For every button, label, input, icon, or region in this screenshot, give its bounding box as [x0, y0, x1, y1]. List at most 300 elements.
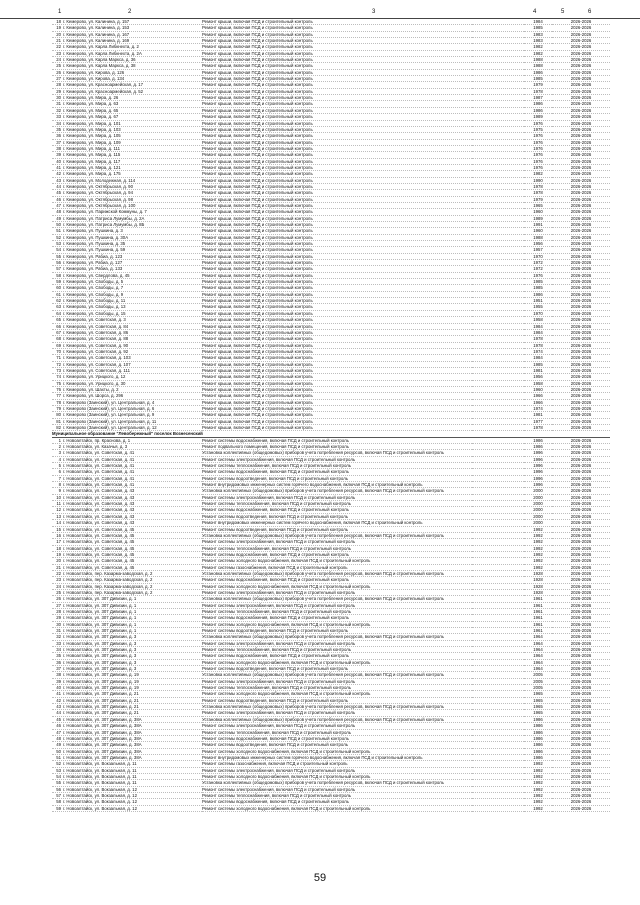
- work-type-cell: Ремонт системы электроснабжения, включая ПСД и строительный контроль: [202, 589, 472, 595]
- row-number: 32: [56, 634, 61, 640]
- work-type-cell: Ремонт крыши, включая ПСД и строительный контроль: [202, 228, 472, 234]
- address-text: г. Кемерово, ул. Свободы, д. 5: [63, 279, 124, 285]
- work-type-cell: Ремонт крыши, включая ПСД и строительный контроль: [202, 50, 472, 56]
- year-built-cell: 1979: [524, 196, 552, 202]
- address-text: г. Новоалтайск, пер. Казарма-заводская, д. 2: [63, 589, 153, 595]
- work-type-cell: Ремонт крыши, включая ПСД и строительный контроль: [202, 393, 472, 399]
- row-number: 78: [56, 399, 61, 405]
- work-type-cell: Ремонт системы электроснабжения, включая ПСД и строительный контроль: [202, 786, 472, 792]
- address-text: г. Кемерово, ул. Октябрьская, д. 100: [63, 202, 136, 208]
- period-cell: 2026-2026: [552, 577, 610, 583]
- year-built-cell: 1972: [524, 266, 552, 272]
- year-built-cell: 2005: [524, 678, 552, 684]
- column-number: 2: [128, 9, 132, 15]
- year-built-cell: 1992: [524, 799, 552, 805]
- address-text: г. Кемерово, ул. Калинина, д. 157: [63, 19, 130, 24]
- year-built-cell: 1989: [524, 114, 552, 120]
- row-number: 52: [56, 761, 61, 767]
- year-built-cell: 1928: [524, 570, 552, 576]
- period-cell: 2026-2026: [552, 260, 610, 266]
- address-text: г. Новоалтайск, ул. Вокзальная, д. 11: [63, 780, 137, 786]
- row-number: 51: [56, 228, 61, 234]
- row-number: 58: [56, 272, 61, 278]
- period-cell: 2026-2026: [552, 82, 610, 88]
- period-cell: 2026-2026: [552, 482, 610, 488]
- address-text: г. Кемерово, ул. Мира, д. 101: [63, 120, 121, 126]
- year-built-cell: 1965: [524, 202, 552, 208]
- address-text: г. Новоалтайск, ул. 307 Дивизии, д. 38А: [63, 735, 142, 741]
- row-number: 21: [56, 38, 61, 44]
- row-number: 42: [56, 697, 61, 703]
- row-number: 75: [56, 380, 61, 386]
- row-number: 53: [56, 241, 61, 247]
- work-type-cell: Ремонт крыши, включая ПСД и строительный контроль: [202, 19, 472, 25]
- row-number: 3: [58, 450, 61, 456]
- year-built-cell: 1984: [524, 355, 552, 361]
- year-built-cell: 1965: [524, 691, 552, 697]
- address-text: г. Кемерово, ул. Парижской Коммуны, д. 7: [63, 209, 147, 215]
- work-type-cell: Ремонт системы холодного водоснабжения, включая ПСД и строительный контроль: [202, 621, 472, 627]
- period-cell: 2026-2026: [552, 209, 610, 215]
- row-number: 36: [56, 133, 61, 139]
- period-cell: 2026-2026: [552, 780, 610, 786]
- period-cell: 2026-2026: [552, 317, 610, 323]
- work-type-cell: Ремонт системы водоснабжения, включая ПСД и строительный контроль: [202, 507, 472, 513]
- row-number: 44: [56, 183, 61, 189]
- address-text: г. Новоалтайск, ул. 307 Дивизии, д. 1: [63, 621, 137, 627]
- row-number: 36: [56, 659, 61, 665]
- row-number: 50: [56, 222, 61, 227]
- address-text: г. Кемерово, ул. Шахты, д. 2: [63, 386, 119, 392]
- work-type-cell: Ремонт крыши, включая ПСД и строительный контроль: [202, 317, 472, 323]
- work-type-cell: Ремонт крыши, включая ПСД и строительный контроль: [202, 215, 472, 221]
- period-cell: 2026-2026: [552, 697, 610, 703]
- period-cell: 2026-2026: [552, 501, 610, 507]
- row-number: 61: [56, 291, 61, 297]
- address-text: г. Кемерово, ул. Мира, д. 65: [63, 107, 119, 113]
- work-type-cell: Ремонт крыши, включая ПСД и строительный контроль: [202, 114, 472, 120]
- year-built-cell: 1992: [524, 767, 552, 773]
- work-type-cell: Установка коллективных (общедомовых) приборов учета потребления ресурсов, включая ПСД и строительный контроль: [202, 780, 472, 786]
- work-type-cell: Ремонт системы теплоснабжения, включая ПСД и строительный контроль: [202, 545, 472, 551]
- work-type-cell: Ремонт системы газоснабжения, включая ПСД и строительный контроль: [202, 761, 472, 767]
- row-number: 29: [56, 88, 61, 94]
- period-cell: 2026-2026: [552, 107, 610, 113]
- work-type-cell: Ремонт крыши, включая ПСД и строительный контроль: [202, 310, 472, 316]
- year-built-cell: 1988: [524, 234, 552, 240]
- period-cell: 2026-2026: [552, 19, 610, 25]
- work-type-cell: Установка коллективных (общедомовых) приборов учета потребления ресурсов, включая ПСД и строительный контроль: [202, 450, 472, 456]
- year-built-cell: 1996: [524, 456, 552, 462]
- period-cell: 2026-2026: [552, 215, 610, 221]
- year-built-cell: 1985: [524, 285, 552, 291]
- address-text: г. Кемерово, ул. Мира, д. 117: [63, 158, 121, 164]
- row-number: 69: [56, 342, 61, 348]
- period-cell: 2026-2026: [552, 38, 610, 44]
- work-type-cell: Ремонт крыши, включая ПСД и строительный контроль: [202, 361, 472, 367]
- year-built-cell: 1972: [524, 260, 552, 266]
- address-cell: [52, 805, 202, 811]
- year-built-cell: 1978: [524, 425, 552, 431]
- work-type-cell: Ремонт системы водоснабжения, включая ПСД и строительный контроль: [202, 653, 472, 659]
- work-type-cell: Ремонт крыши, включая ПСД и строительный контроль: [202, 260, 472, 266]
- address-text: г. Кемерово, ул. Мира, д. 111: [63, 145, 120, 151]
- row-number: 58: [56, 799, 61, 805]
- blank-cell: [472, 805, 524, 811]
- year-built-cell: 1992: [524, 558, 552, 564]
- work-type-cell: Ремонт крыши, включая ПСД и строительный контроль: [202, 399, 472, 405]
- period-cell: 2026-2026: [552, 63, 610, 69]
- work-type-cell: Ремонт крыши, включая ПСД и строительный контроль: [202, 120, 472, 126]
- work-type-cell: Ремонт крыши, включая ПСД и строительный контроль: [202, 57, 472, 63]
- period-cell: 2026-2026: [552, 101, 610, 107]
- table-column-numbers: [0, 8, 640, 19]
- address-text: г. Кемерово, ул. Рабиа, д. 127: [63, 260, 123, 266]
- year-built-cell: 1975: [524, 126, 552, 132]
- row-number: 22: [56, 44, 61, 50]
- address-text: г. Новоалтайск, ул. 307 Дивизии, д. 19: [63, 672, 139, 678]
- row-number: 73: [56, 367, 61, 373]
- period-cell: 2026-2026: [552, 393, 610, 399]
- address-text: г. Новоалтайск, ул. 307 Дивизии, д. 21: [63, 704, 139, 710]
- address-text: г. Кемерово, ул. Калинина, д. 153: [63, 25, 130, 31]
- year-built-cell: 1988: [524, 63, 552, 69]
- year-built-cell: 1996: [524, 482, 552, 488]
- address-text: г. Новоалтайск, ул. Вокзальная, д. 12: [63, 786, 137, 792]
- address-text: г. Новоалтайск, ул. 307 Дивизии, д. 1: [63, 596, 137, 602]
- year-built-cell: 1992: [524, 551, 552, 557]
- address-text: г. Кемерово, ул. Октябрьская, д. 98: [63, 196, 133, 202]
- address-text: г. Новоалтайск, ул. Вокзальная, д. 12: [63, 805, 137, 811]
- address-text: г. Новоалтайск, ул. Советская, д. 41: [63, 463, 135, 469]
- address-text: г. Новоалтайск, пер. Казарма-заводская, д. 2: [63, 570, 153, 576]
- row-number: 81: [56, 418, 61, 424]
- address-text: г. Кемерово, ул. Калинина, д. 169: [63, 38, 130, 44]
- address-text: г. Новоалтайск, ул. Советская, д. 45: [63, 564, 135, 570]
- address-text: г. Новоалтайск, ул. Советская, д. 41: [63, 482, 135, 488]
- period-cell: 2026-2026: [552, 545, 610, 551]
- work-type-cell: Ремонт системы электроснабжения, включая ПСД и строительный контроль: [202, 602, 472, 608]
- year-built-cell: 1983: [524, 38, 552, 44]
- period-cell: 2026-2026: [552, 69, 610, 75]
- address-text: г. Новоалтайск, ул. 307 Дивизии, д. 3: [63, 659, 137, 665]
- row-number: 1: [58, 437, 61, 443]
- address-text: г. Кемерово, ул. Свободы, д. 15: [63, 310, 126, 316]
- row-number: 31: [56, 101, 61, 107]
- year-built-cell: 2000: [524, 520, 552, 526]
- row-number: 26: [56, 596, 61, 602]
- year-built-cell: 1978: [524, 190, 552, 196]
- address-text: г. Новоалтайск, ул. 307 Дивизии, д. 38А: [63, 748, 142, 754]
- work-type-cell: Ремонт крыши, включая ПСД и строительный контроль: [202, 253, 472, 259]
- row-number: 82: [56, 425, 61, 430]
- row-number: 55: [56, 253, 61, 259]
- address-text: г. Кемерово, ул. Свободы, д. 13: [63, 304, 126, 310]
- row-number: 10: [56, 494, 61, 500]
- address-text: г. Новоалтайск, ул. 307 Дивизии, д. 3: [63, 666, 137, 672]
- work-type-cell: Установка коллективных (общедомовых) приборов учета потребления ресурсов, включая ПСД и строительный контроль: [202, 634, 472, 640]
- period-cell: 2026-2026: [552, 647, 610, 653]
- work-type-cell: Ремонт крыши, включая ПСД и строительный контроль: [202, 82, 472, 88]
- address-text: г. Новоалтайск, ул. Советская, д. 41: [63, 475, 135, 481]
- row-number: 38: [56, 672, 61, 678]
- work-type-cell: Ремонт системы электроснабжения, включая ПСД и строительный контроль: [202, 640, 472, 646]
- address-text: г. Новоалтайск, пр. Краснова, д. 1: [63, 437, 131, 443]
- period-cell: 2026-2026: [552, 380, 610, 386]
- address-text: г. Новоалтайск, ул. Вокзальная, д. 11: [63, 773, 137, 779]
- period-cell: 2026-2026: [552, 253, 610, 259]
- row-number: 76: [56, 386, 61, 392]
- row-number: 54: [56, 773, 61, 779]
- row-number: 9: [58, 488, 61, 494]
- address-text: г. Новоалтайск, ул. 307 Дивизии, д. 3: [63, 634, 137, 640]
- period-cell: 2026-2026: [552, 767, 610, 773]
- period-cell: 2026-2026: [552, 425, 610, 431]
- row-number: 13: [56, 513, 61, 519]
- row-number: 55: [56, 780, 61, 786]
- period-cell: 2026-2026: [552, 539, 610, 545]
- work-type-cell: Ремонт крыши, включая ПСД и строительный контроль: [202, 367, 472, 373]
- year-built-cell: 1992: [524, 786, 552, 792]
- section-title: Муниципальное образование "Левобережный" поселок Вознесенский: [52, 431, 610, 437]
- year-built-cell: 1976: [524, 139, 552, 145]
- period-cell: 2026-2026: [552, 475, 610, 481]
- period-cell: 2026-2026: [552, 374, 610, 380]
- work-type-cell: Ремонт крыши, включая ПСД и строительный контроль: [202, 247, 472, 253]
- work-type-cell: Установка коллективных (общедомовых) приборов учета потребления ресурсов, включая ПСД и строительный контроль: [202, 672, 472, 678]
- work-type-cell: Ремонт системы водоснабжения, включая ПСД и строительный контроль: [202, 735, 472, 741]
- period-cell: 2026-2026: [552, 336, 610, 342]
- row-number: 29: [56, 615, 61, 621]
- year-built-cell: 2005: [524, 685, 552, 691]
- address-text: г. Новоалтайск, ул. Вокзальная, д. 11: [63, 767, 137, 773]
- year-built-cell: 1965: [524, 704, 552, 710]
- address-text: г. Кемерово, ул. Свободы, д. 11: [63, 298, 126, 304]
- row-number: 51: [56, 754, 61, 760]
- year-built-cell: 1976: [524, 145, 552, 151]
- address-text: г. Кемерово, ул. Мира, д. 103: [63, 126, 121, 132]
- work-type-cell: Ремонт системы водоотведения, включая ПСД и строительный контроль: [202, 697, 472, 703]
- work-type-cell: Ремонт системы электроснабжения, включая ПСД и строительный контроль: [202, 710, 472, 716]
- row-number: 49: [56, 215, 61, 221]
- year-built-cell: 1992: [524, 780, 552, 786]
- period-cell: 2026-2026: [552, 272, 610, 278]
- period-cell: 2026-2026: [552, 659, 610, 665]
- work-type-cell: Ремонт системы водоснабжения, включая ПСД и строительный контроль: [202, 469, 472, 475]
- row-number: 43: [56, 704, 61, 710]
- period-cell: 2026-2026: [552, 285, 610, 291]
- period-cell: 2026-2026: [552, 596, 610, 602]
- year-built-cell: 1992: [524, 545, 552, 551]
- year-built-cell: 1996: [524, 463, 552, 469]
- address-text: г. Кемерово, ул. Урицкого, д. 12: [63, 374, 126, 380]
- year-built-cell: 1976: [524, 272, 552, 278]
- address-text: г. Кемерово, ул. Свободы, д. 7: [63, 285, 124, 291]
- address-text: г. Кемерово (Заинский), ул. Центральная, д. 4: [63, 399, 155, 405]
- column-number: 1: [58, 9, 62, 15]
- year-built-cell: 1951: [524, 298, 552, 304]
- row-number: 5: [58, 463, 61, 469]
- row-number: 25: [56, 589, 61, 595]
- row-number: 56: [56, 260, 61, 266]
- year-built-cell: 1986: [524, 723, 552, 729]
- address-text: г. Кемерово, ул. Урицкого, д. 30: [63, 380, 126, 386]
- address-text: г. Новоалтайск, ул. Казачья, д. 3: [63, 444, 128, 450]
- year-built-cell: 1955: [524, 304, 552, 310]
- year-built-cell: 1985: [524, 361, 552, 367]
- year-built-cell: 1964: [524, 647, 552, 653]
- year-built-cell: 1965: [524, 710, 552, 716]
- row-number: 57: [56, 266, 61, 272]
- address-text: г. Новоалтайск, ул. Советская, д. 45: [63, 532, 135, 538]
- address-text: г. Кемерово, ул. Октябрьская, д. 90: [63, 183, 133, 189]
- period-cell: 2026-2026: [552, 95, 610, 101]
- address-text: г. Новоалтайск, ул. 307 Дивизии, д. 38А: [63, 742, 142, 748]
- row-number: 49: [56, 742, 61, 748]
- period-cell: 2026-2026: [552, 526, 610, 532]
- period-cell: 2026-2026: [552, 133, 610, 139]
- work-type-cell: Ремонт крыши, включая ПСД и строительный контроль: [202, 107, 472, 113]
- period-cell: 2026-2026: [552, 615, 610, 621]
- period-cell: 2026-2026: [552, 25, 610, 31]
- address-text: г. Кемерово, ул. Карла Маркса, д. 36: [63, 57, 136, 63]
- address-text: г. Новоалтайск, ул. Вокзальная, д. 11: [63, 761, 137, 767]
- year-built-cell: 1974: [524, 405, 552, 411]
- period-cell: 2026-2026: [552, 672, 610, 678]
- column-number: 5: [561, 9, 565, 15]
- year-built-cell: 1981: [524, 367, 552, 373]
- row-number: 21: [56, 564, 61, 570]
- period-cell: 2026-2026: [552, 520, 610, 526]
- row-number: 79: [56, 405, 61, 411]
- address-text: г. Новоалтайск, ул. 307 Дивизии, д. 3: [63, 647, 137, 653]
- year-built-cell: 1976: [524, 164, 552, 170]
- address-text: г. Новоалтайск, ул. Советская, д. 45: [63, 551, 135, 557]
- address-text: г. Кемерово, ул. Мира, д. 109: [63, 139, 121, 145]
- row-number: 47: [56, 202, 61, 208]
- address-text: г. Новоалтайск, ул. Советская, д. 43: [63, 488, 135, 494]
- work-type-cell: Ремонт системы водоотведения, включая ПСД и строительный контроль: [202, 628, 472, 634]
- row-number: 42: [56, 171, 61, 177]
- address-text: г. Кемерово, ул. Свободы, д. 9: [63, 291, 124, 297]
- period-cell: 2026-2026: [552, 266, 610, 272]
- row-number: 24: [56, 583, 61, 589]
- work-type-cell: Ремонт крыши, включая ПСД и строительный контроль: [202, 355, 472, 361]
- period-cell: 2026-2026: [552, 291, 610, 297]
- row-number: 34: [56, 647, 61, 653]
- year-built-cell: 1966: [524, 399, 552, 405]
- period-cell: 2026-2026: [552, 355, 610, 361]
- address-text: г. Новоалтайск, ул. Советская, д. 43: [63, 520, 135, 526]
- address-text: г. Кемерово, ул. Мира, д. 121: [63, 164, 121, 170]
- row-number: 18: [56, 19, 61, 24]
- row-number: 53: [56, 767, 61, 773]
- year-built-cell: 1986: [524, 729, 552, 735]
- year-built-cell: 1992: [524, 805, 552, 811]
- period-cell: 2026-2026: [552, 558, 610, 564]
- address-text: г. Кемерово, ул. Советская, д. 90: [63, 342, 129, 348]
- period-cell: 2026-2026: [552, 114, 610, 120]
- period-cell: 2026-2026: [552, 444, 610, 450]
- period-cell: 2026-2026: [552, 171, 610, 177]
- row-number: 41: [56, 691, 61, 697]
- year-built-cell: 1992: [524, 564, 552, 570]
- period-cell: 2026-2026: [552, 367, 610, 373]
- work-type-cell: Ремонт системы газоснабжения, включая ПСД и строительный контроль: [202, 564, 472, 570]
- row-number: 71: [56, 355, 61, 361]
- year-built-cell: 1974: [524, 348, 552, 354]
- work-type-cell: Ремонт системы электроснабжения, включая ПСД и строительный контроль: [202, 456, 472, 462]
- address-text: г. Новоалтайск, ул. Советская, д. 41: [63, 450, 135, 456]
- row-number: 6: [58, 469, 61, 475]
- address-text: г. Новоалтайск, ул. Советская, д. 45: [63, 558, 135, 564]
- work-type-cell: Ремонт крыши, включая ПСД и строительный контроль: [202, 31, 472, 37]
- period-cell: 2026-2026: [552, 164, 610, 170]
- address-text: г. Кемерово (Заинский), ул. Центральная, д. 6: [63, 405, 155, 411]
- row-number: 43: [56, 177, 61, 183]
- period-cell: 2026-2026: [552, 304, 610, 310]
- address-text: г. Новоалтайск, ул. Советская, д. 45: [63, 539, 135, 545]
- period-cell: 2026-2026: [552, 608, 610, 614]
- work-type-cell: Ремонт системы холодного водоснабжения, включая ПСД и строительный контроль: [202, 558, 472, 564]
- year-built-cell: 1970: [524, 253, 552, 259]
- row-number: 31: [56, 628, 61, 633]
- year-built-cell: 1956: [524, 374, 552, 380]
- year-built-cell: 1986: [524, 716, 552, 722]
- period-cell: 2026-2026: [552, 437, 610, 443]
- address-text: г. Кемерово, ул. Пушкина, д. 3: [63, 228, 123, 234]
- address-text: г. Кемерово, ул. Советская, д. 103: [63, 355, 131, 361]
- period-cell: 2026-2026: [552, 152, 610, 158]
- row-number: 54: [56, 247, 61, 253]
- period-cell: 2026-2026: [552, 234, 610, 240]
- period-cell: 2026-2026: [552, 88, 610, 94]
- period-cell: 2026-2026: [552, 507, 610, 513]
- period-cell: 2026-2026: [552, 748, 610, 754]
- year-built-cell: 1960: [524, 386, 552, 392]
- work-type-cell: Ремонт крыши, включая ПСД и строительный контроль: [202, 298, 472, 304]
- work-type-cell: Ремонт внутридомовых инженерных систем горячего водоснабжения, включая ПСД и строительный контроль: [202, 520, 472, 526]
- period-cell: 2026-2026: [552, 513, 610, 519]
- row-number: 12: [56, 507, 61, 513]
- period-cell: 2026-2026: [552, 735, 610, 741]
- period-cell: 2026-2026: [552, 202, 610, 208]
- row-number: 70: [56, 348, 61, 354]
- column-number: 3: [372, 9, 376, 15]
- address-text: г. Новоалтайск, ул. Советская, д. 41: [63, 456, 135, 462]
- year-built-cell: 2005: [524, 672, 552, 678]
- row-number: 74: [56, 374, 61, 380]
- row-number: 33: [56, 640, 61, 646]
- period-cell: 2026-2026: [552, 710, 610, 716]
- row-number: 40: [56, 685, 61, 691]
- address-text: г. Новоалтайск, ул. 307 Дивизии, д. 38А: [63, 729, 142, 735]
- period-cell: 2026-2026: [552, 653, 610, 659]
- work-type-cell: Ремонт крыши, включая ПСД и строительный контроль: [202, 190, 472, 196]
- period-cell: 2026-2026: [552, 691, 610, 697]
- period-cell: 2026-2026: [552, 532, 610, 538]
- address-text: г. Кемерово, ул. Мира, д. 63: [63, 101, 119, 107]
- period-cell: 2026-2026: [552, 570, 610, 576]
- work-type-cell: Ремонт крыши, включая ПСД и строительный контроль: [202, 145, 472, 151]
- row-number: 19: [56, 551, 61, 557]
- address-text: г. Кемерово, ул. Свердлова, д. 45: [63, 272, 130, 278]
- address-text: г. Кемерово, ул. Пушкина, д. 30А: [63, 234, 129, 240]
- year-built-cell: 1992: [524, 773, 552, 779]
- work-type-cell: Ремонт крыши, включая ПСД и строительный контроль: [202, 95, 472, 101]
- work-type-cell: Ремонт системы холодного водоснабжения, включая ПСД и строительный контроль: [202, 748, 472, 754]
- work-type-cell: Ремонт системы водоотведения, включая ПСД и строительный контроль: [202, 513, 472, 519]
